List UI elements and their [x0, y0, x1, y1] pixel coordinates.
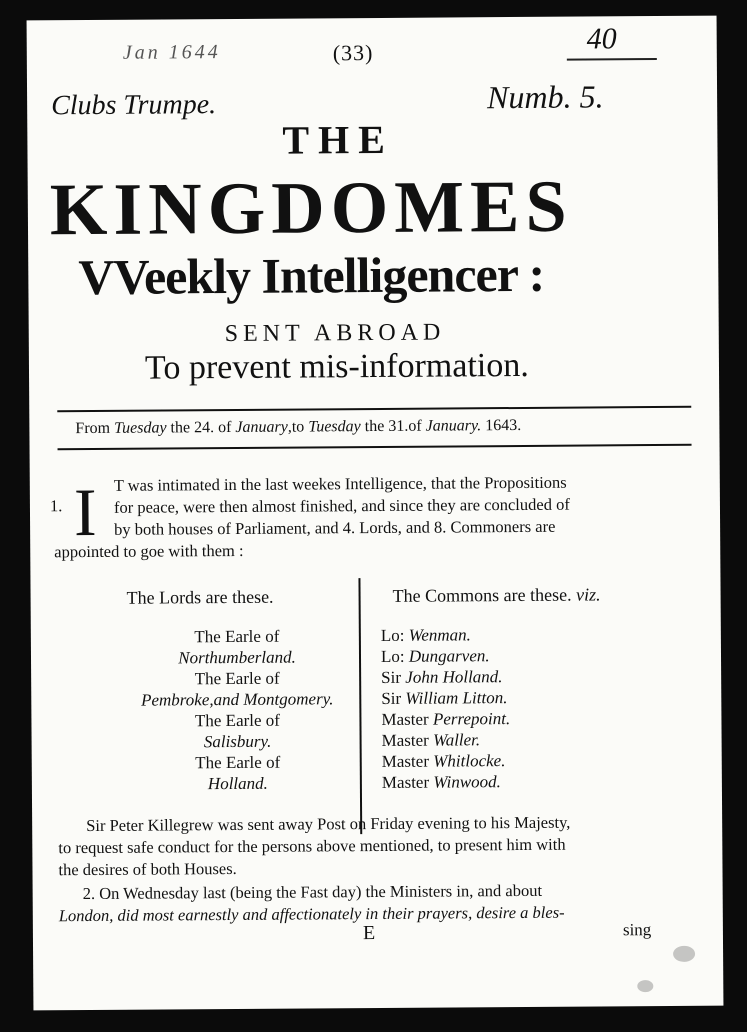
drop-cap: I — [73, 473, 97, 551]
paragraph2-line1: 2. On Wednesday last (being the Fast day) the Ministers in, and about — [82, 880, 543, 904]
handwritten-scribble: Jan 1644 — [122, 41, 221, 64]
title-weekly-intelligencer: VVeekly Intelligencer : — [78, 245, 545, 306]
ink-smudge — [673, 946, 695, 962]
commons-entry: Master Winwood. — [381, 772, 501, 792]
paragraph1-line3: by both houses of Parliament, and 4. Lords, and 8. Commoners are — [114, 516, 556, 539]
page-number: (33) — [332, 39, 374, 66]
catchword: sing — [622, 920, 652, 940]
paragraph2-line2: London, did most earnestly and affectionately in their prayers, desire a bles- — [58, 902, 565, 926]
paragraph1-line2: for peace, were then almost finished, and since they are concluded of — [113, 494, 570, 517]
newspaper-page — [27, 16, 724, 1011]
lord-entry: Holland. — [207, 773, 268, 794]
title-kingdomes: KINGDOMES — [49, 165, 573, 252]
title-sent-abroad: SENT ABROAD — [224, 319, 446, 348]
column-divider — [358, 578, 362, 834]
commons-entry: Lo: Dungarven. — [380, 646, 490, 666]
divider-bottom — [58, 444, 692, 450]
commons-entry: Master Perrepoint. — [381, 709, 511, 729]
killegrew-line3: the desires of both Houses. — [58, 858, 237, 880]
commons-entry: Sir William Litton. — [381, 688, 508, 708]
handwritten-underline — [567, 58, 657, 61]
title-subtitle: To prevent mis-information. — [144, 346, 529, 387]
commons-heading: The Commons are these. viz. — [392, 584, 601, 606]
lord-entry: The Earle of — [194, 668, 280, 689]
handwritten-number: 40 — [586, 22, 617, 56]
commons-entry: Sir John Holland. — [381, 667, 503, 687]
left-note: Clubs Trumpe. — [51, 89, 217, 122]
lord-entry: Pembroke,and Montgomery. — [141, 689, 334, 710]
issue-number: Numb. 5. — [486, 78, 604, 116]
commons-entry: Master Whitlocke. — [381, 751, 506, 771]
lord-entry: The Earle of — [194, 626, 280, 647]
killegrew-line1: Sir Peter Killegrew was sent away Post on Friday evening to his Majesty, — [86, 812, 571, 836]
commons-entry: Lo: Wenman. — [380, 625, 471, 645]
lord-entry: Northumberland. — [178, 647, 296, 668]
killegrew-line2: to request safe conduct for the persons above mentioned, to present him with — [58, 834, 566, 858]
dateline: From Tuesday the 24. of January,to Tuesday the 31.of January. 1643. — [75, 416, 522, 438]
lords-heading: The Lords are these. — [126, 586, 274, 608]
paragraph-marker: 1. — [49, 496, 63, 516]
lord-entry: Salisbury. — [203, 731, 272, 752]
paragraph1-line1: T was intimated in the last weekes Intelligence, that the Propositions — [113, 472, 567, 495]
title-the: THE — [282, 116, 395, 163]
divider-top — [57, 406, 691, 412]
paragraph1-line4: appointed to goe with them : — [54, 540, 244, 562]
ink-smudge — [637, 980, 653, 992]
lord-entry: The Earle of — [194, 710, 280, 731]
signature-mark: E — [362, 922, 376, 945]
lord-entry: The Earle of — [195, 752, 281, 773]
commons-entry: Master Waller. — [381, 730, 481, 750]
